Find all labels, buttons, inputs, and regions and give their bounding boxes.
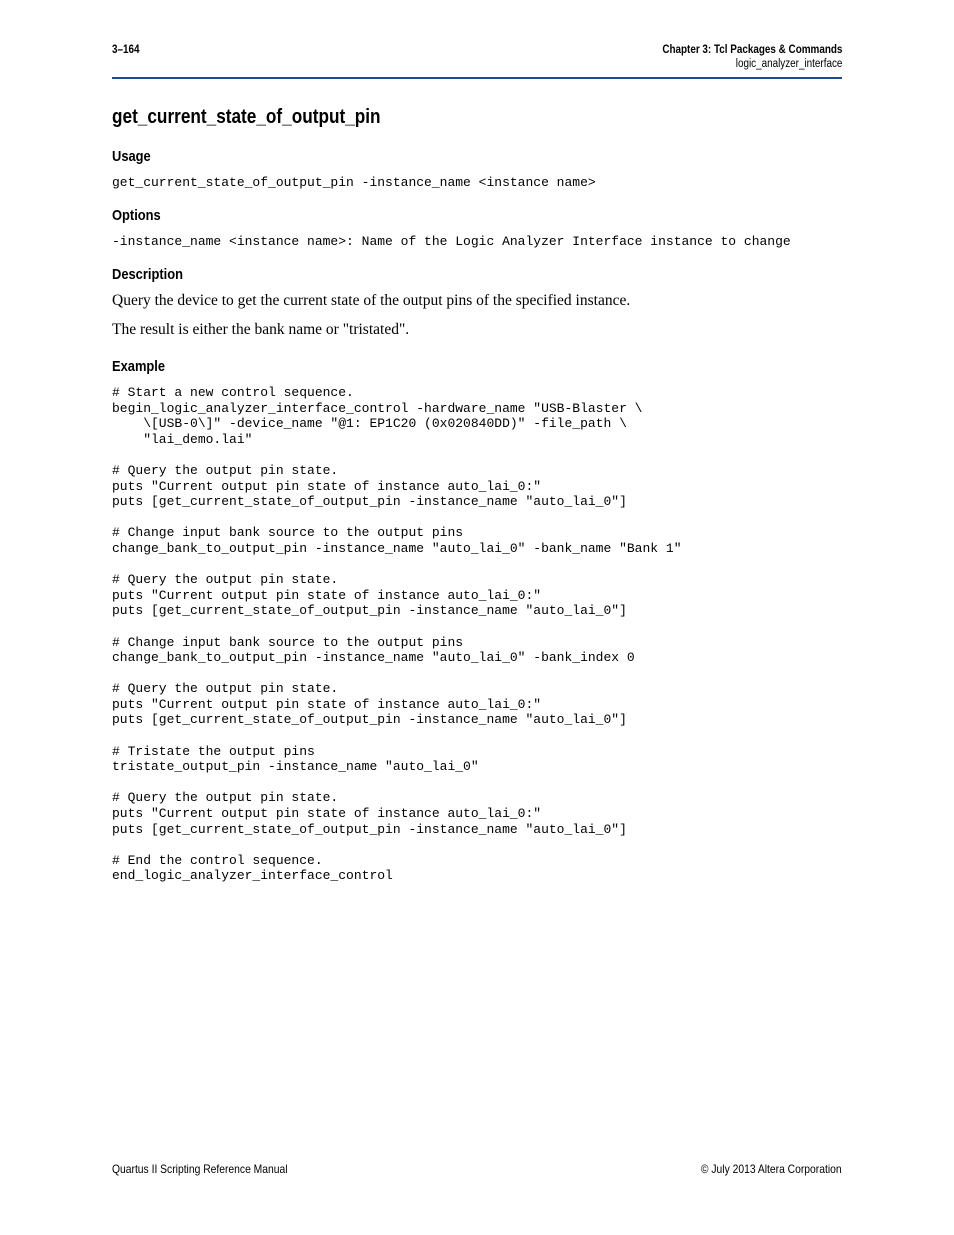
code-line: \[USB-0\]" -device_name "@1: EP1C20 (0x020840DD)" -file_path \ — [112, 416, 627, 432]
code-line: # Change input bank source to the output pins — [112, 525, 464, 541]
description-paragraph-2: The result is either the bank name or "tristated". — [112, 321, 410, 338]
code-line — [112, 728, 682, 744]
example-code-block — [112, 385, 682, 884]
code-line — [112, 666, 682, 682]
code-line — [112, 775, 682, 791]
usage-syntax: get_current_state_of_output_pin -instance_name <instance name> — [112, 175, 596, 190]
description-paragraph-1: Query the device to get the current state of the output pins of the specified instance. — [112, 292, 631, 309]
code-line: end_logic_analyzer_interface_control — [112, 868, 393, 884]
code-line — [112, 619, 682, 635]
code-line: # Query the output pin state. — [112, 462, 339, 478]
code-line: puts "Current output pin state of instance auto_lai_0:" — [112, 806, 542, 822]
code-line: # Query the output pin state. — [112, 790, 339, 806]
code-line: # Query the output pin state. — [112, 681, 339, 697]
section-name: logic_analyzer_interface — [735, 58, 842, 70]
page-title: get_current_state_of_output_pin — [112, 106, 381, 128]
options-heading: Options — [112, 207, 161, 224]
page-header — [112, 41, 842, 79]
page-number: 3–164 — [112, 44, 140, 56]
footer-copyright: © July 2013 Altera Corporation — [701, 1162, 842, 1176]
code-line: puts [get_current_state_of_output_pin -instance_name "auto_lai_0"] — [112, 712, 627, 728]
code-line: # End the control sequence. — [112, 852, 323, 868]
code-line: # Change input bank source to the output pins — [112, 634, 464, 650]
code-line: puts "Current output pin state of instance auto_lai_0:" — [112, 478, 542, 494]
code-line: begin_logic_analyzer_interface_control -hardware_name "USB-Blaster \ — [112, 400, 643, 416]
code-line — [112, 510, 682, 526]
code-line: puts "Current output pin state of instance auto_lai_0:" — [112, 696, 542, 712]
code-line: change_bank_to_output_pin -instance_name "auto_lai_0" -bank_index 0 — [112, 650, 635, 666]
usage-heading: Usage — [112, 148, 151, 165]
code-line: puts [get_current_state_of_output_pin -instance_name "auto_lai_0"] — [112, 821, 627, 837]
code-line: "lai_demo.lai" — [112, 431, 253, 447]
running-header — [633, 44, 842, 70]
code-line — [112, 447, 682, 463]
chapter-title: Chapter 3: Tcl Packages & Commands — [661, 44, 842, 56]
code-line: puts [get_current_state_of_output_pin -instance_name "auto_lai_0"] — [112, 494, 627, 510]
header-rule — [112, 77, 842, 79]
code-line: change_bank_to_output_pin -instance_name "auto_lai_0" -bank_name "Bank 1" — [112, 540, 682, 556]
code-line: puts "Current output pin state of instance auto_lai_0:" — [112, 587, 542, 603]
code-line: # Start a new control sequence. — [112, 385, 354, 400]
code-line: # Query the output pin state. — [112, 572, 339, 588]
code-line: puts [get_current_state_of_output_pin -instance_name "auto_lai_0"] — [112, 603, 627, 619]
example-heading: Example — [112, 358, 166, 375]
code-line — [112, 557, 682, 573]
code-line: # Tristate the output pins — [112, 743, 315, 759]
code-line — [112, 837, 682, 853]
footer-manual-title: Quartus II Scripting Reference Manual — [112, 1162, 288, 1176]
options-text: -instance_name <instance name>: Name of the Logic Analyzer Interface instance to change — [112, 234, 791, 249]
description-heading: Description — [112, 266, 183, 283]
code-line: tristate_output_pin -instance_name "auto_lai_0" — [112, 759, 479, 775]
